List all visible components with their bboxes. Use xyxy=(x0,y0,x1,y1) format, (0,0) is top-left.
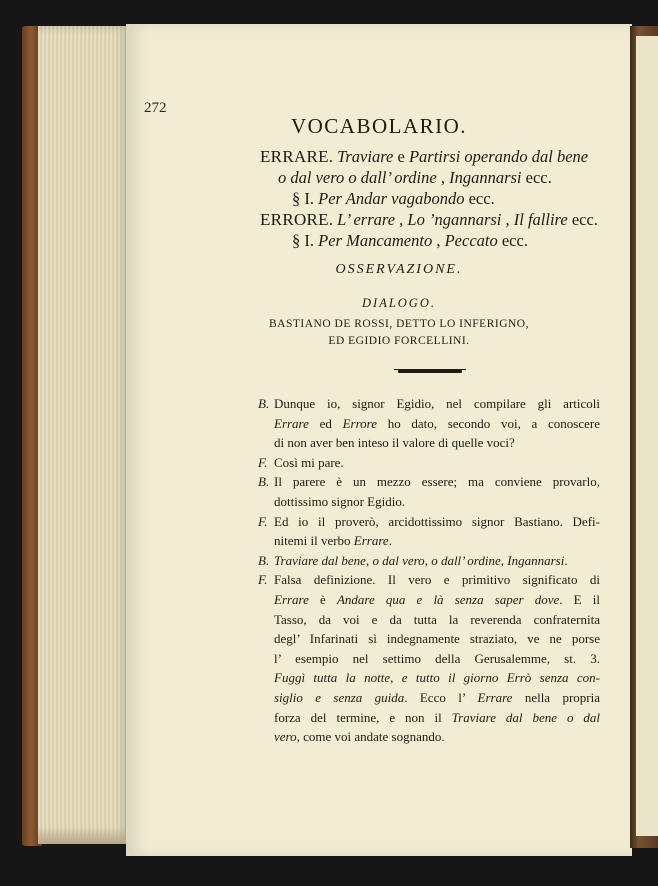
text-run: Errore xyxy=(342,415,377,431)
speech-line xyxy=(274,727,600,747)
speech-line xyxy=(274,551,600,571)
text-run: . E il xyxy=(559,591,600,607)
text-run: . xyxy=(328,210,338,229)
text-run: e xyxy=(393,147,409,166)
dialogue-turn xyxy=(258,512,600,551)
speaker-label: B. xyxy=(258,474,270,490)
text-run: e tutto il giorno Errò senza con- xyxy=(401,670,601,686)
dialogue-speakers xyxy=(126,316,632,350)
speakers-line-2: ED EGIDIO FORCELLINI. xyxy=(328,335,470,347)
dialogue-turn xyxy=(258,551,600,571)
entry-line xyxy=(260,230,610,251)
speech-line xyxy=(274,394,600,414)
speech-line xyxy=(274,649,600,669)
speaker-label: F. xyxy=(258,572,268,588)
speech-text xyxy=(274,453,600,473)
text-run: Così mi pare. xyxy=(274,454,344,470)
text-run: Il fallire xyxy=(513,210,568,229)
text-run: Errare xyxy=(274,415,309,431)
page-number: 272 xyxy=(144,100,167,116)
speech-text xyxy=(274,512,600,551)
text-run: ecc. xyxy=(521,168,552,187)
text-run: Partirsi operando dal bene xyxy=(408,147,589,166)
text-run: Per Andar vagabondo xyxy=(318,189,465,208)
text-run: Tasso, da voi e da tutta la reverenda confraternita xyxy=(274,611,600,627)
text-run: Ingannarsi xyxy=(507,552,565,568)
observation-title: OSSERVAZIONE. xyxy=(335,262,463,277)
text-run: Falsa definizione. Il vero e primitivo significato di xyxy=(274,572,600,588)
text-run: § I. xyxy=(292,189,319,208)
speech-line xyxy=(274,570,600,590)
entry-line xyxy=(260,146,610,167)
speech-text xyxy=(274,570,600,746)
text-run: Andare qua e là senza saper dove xyxy=(336,591,560,607)
text-run: è xyxy=(308,591,337,607)
text-run: Ed io il proverò, arcidottissimo signor Bastiano. Defi- xyxy=(274,513,600,529)
text-run: , xyxy=(395,210,408,229)
dialogue-turn xyxy=(258,394,600,453)
text-run: Peccato xyxy=(444,231,498,250)
speakers-line-1: BASTIANO DE ROSSI, DETTO LO INFERIGNO, xyxy=(269,318,529,330)
speech-line xyxy=(274,414,600,434)
speech-line xyxy=(274,590,600,610)
speech-line xyxy=(274,610,600,630)
speech-line xyxy=(274,531,600,551)
text-run: o dal vero o dall’ ordine xyxy=(278,168,437,187)
text-run: , xyxy=(501,210,514,229)
text-run: , xyxy=(432,231,445,250)
text-run: degl’ Infarinati sì indegnamente straziato, ve ne porse xyxy=(274,631,600,647)
speaker-label: F. xyxy=(258,513,268,529)
entry-line xyxy=(260,209,610,230)
text-run: , xyxy=(390,670,402,686)
text-run: ecc. xyxy=(464,189,495,208)
text-run: , xyxy=(424,552,432,568)
text-run: Errare xyxy=(353,533,389,549)
text-run: . xyxy=(564,552,568,568)
book-cover-right xyxy=(630,26,658,848)
text-run: , xyxy=(436,168,450,187)
text-run: Errare xyxy=(477,689,513,705)
text-run: Traviare dal bene o dal xyxy=(451,709,600,725)
text-run: l’ esempio nel settimo della Gerusalemme, st. 3. xyxy=(274,650,600,666)
text-run: . xyxy=(388,533,392,549)
text-run: Traviare dal bene xyxy=(274,552,366,568)
running-header: VOCABOLARIO. xyxy=(290,114,468,138)
text-run: ed xyxy=(308,415,343,431)
dialogue-text xyxy=(258,394,600,747)
speech-text xyxy=(274,472,600,511)
text-run: Ingannarsi xyxy=(449,168,522,187)
text-run: Il parere è un mezzo essere; ma conviene provarlo, xyxy=(274,474,600,490)
text-run: ERRORE xyxy=(260,210,329,229)
speech-line xyxy=(274,492,600,512)
speech-line xyxy=(274,708,600,728)
speaker-label: F. xyxy=(258,454,268,470)
text-run: nella propria xyxy=(512,689,600,705)
text-run: § I. xyxy=(292,231,319,250)
dialogue-turn xyxy=(258,453,600,473)
speech-text xyxy=(274,551,600,571)
text-run: L’ errare xyxy=(337,210,396,229)
text-run: . Ecco l’ xyxy=(404,689,478,705)
text-run: Traviare xyxy=(337,147,394,166)
ornamental-rule xyxy=(398,370,462,373)
dialogue-turn xyxy=(258,570,600,746)
speech-line xyxy=(274,629,600,649)
entry-line xyxy=(260,167,610,188)
text-run: , come voi andate sognando. xyxy=(296,729,445,745)
text-run: siglio e senza guida xyxy=(274,689,405,705)
speech-line xyxy=(274,453,600,473)
text-run: . xyxy=(328,147,338,166)
dialogue-turn xyxy=(258,472,600,511)
text-run: Lo ’ngannarsi xyxy=(407,210,502,229)
speech-text xyxy=(274,394,600,453)
text-run: o dall’ ordine xyxy=(431,552,501,568)
speech-line xyxy=(274,433,600,453)
text-run: dottissimo signor Egidio. xyxy=(274,493,406,509)
text-run: o dal vero xyxy=(372,552,425,568)
text-run: ho dato, secondo voi, a conoscere xyxy=(377,415,600,431)
text-run: vero xyxy=(274,729,297,745)
speaker-label: B. xyxy=(258,396,270,411)
text-run: forza del termine, e non il xyxy=(274,709,452,725)
speaker-label: B. xyxy=(258,552,270,568)
text-run: Dunque io, signor Egidio, nel compilare gli articoli xyxy=(274,396,600,411)
text-run: ecc. xyxy=(497,231,528,250)
text-run: Per Mancamento xyxy=(318,231,433,250)
speech-line xyxy=(274,668,600,688)
facing-page-edge xyxy=(636,36,658,836)
text-run: nitemi il verbo xyxy=(274,533,354,549)
text-run: di non aver ben inteso il valore di quelle voci? xyxy=(274,435,515,451)
text-run: ERRARE xyxy=(260,147,329,166)
page-edges xyxy=(38,26,130,844)
dialogue-title: DIALOGO. xyxy=(362,296,436,310)
vocabulary-entries xyxy=(260,146,610,251)
speech-line xyxy=(274,472,600,492)
speech-line xyxy=(274,688,600,708)
text-run: Errare xyxy=(274,591,309,607)
entry-line xyxy=(260,188,610,209)
text-run: , xyxy=(365,552,373,568)
text-run: , xyxy=(500,552,508,568)
text-run: ecc. xyxy=(567,210,598,229)
text-run: Fuggì tutta la notte xyxy=(274,670,391,686)
speech-line xyxy=(274,512,600,532)
